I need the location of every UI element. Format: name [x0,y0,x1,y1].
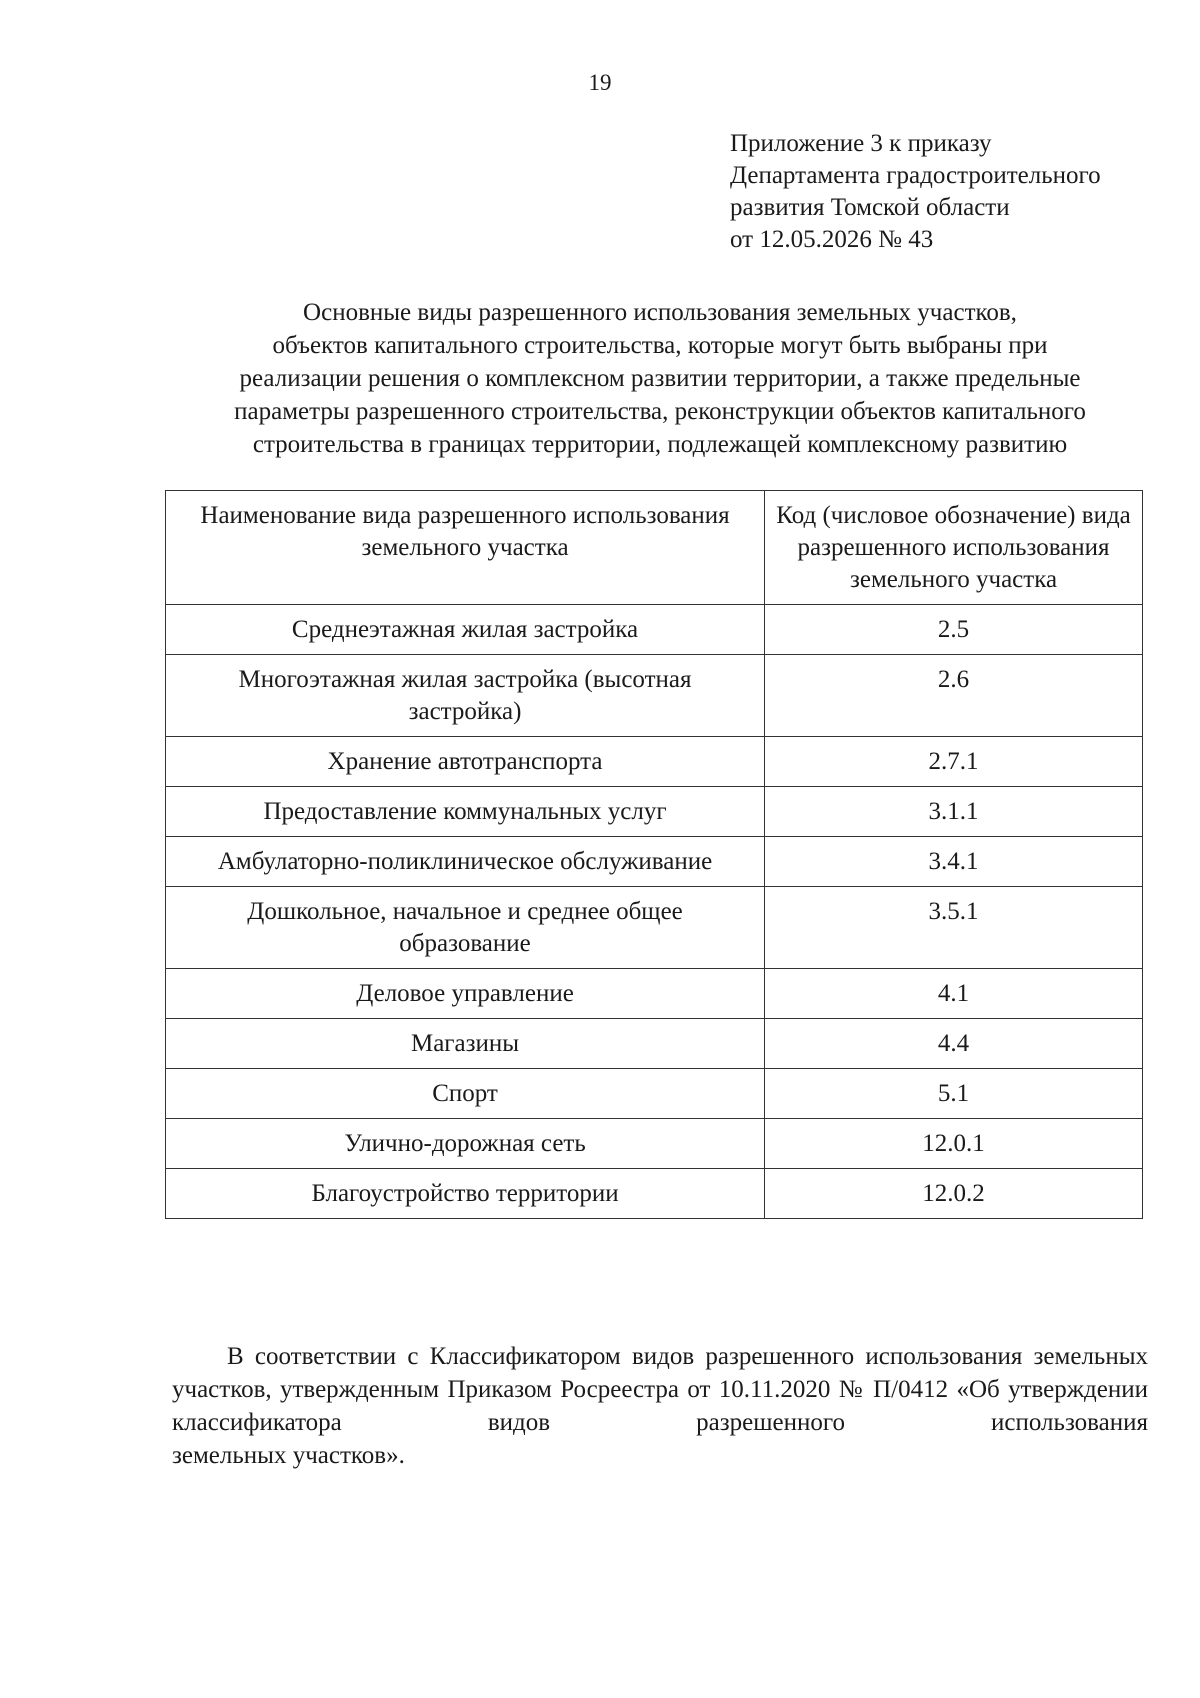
footnote-text: В соответствии с Классификатором видов разрешенного использования земельных участков, утвержденным Приказом Росреестра от 10.11.2020 № П/0412 «Об утверждении классификатора видов разрешенного использования [172,1343,1148,1436]
row-code: 2.5 [765,605,1143,655]
row-name: Спорт [166,1069,765,1119]
title-line: строительства в границах территории, подлежащей комплексному развитию [252,431,1068,458]
appendix-block [730,128,1101,256]
row-name: Многоэтажная жилая застройка (высотная застройка) [166,655,765,737]
document-title [170,296,1150,461]
table-row [166,1119,1143,1169]
row-name: Улично-дорожная сеть [166,1119,765,1169]
title-line: реализации решения о комплексном развитии территории, а также предельные [239,365,1081,392]
row-name: Магазины [166,1019,765,1069]
row-name: Предоставление коммунальных услуг [166,787,765,837]
appendix-line: Приложение 3 к приказу [730,130,992,157]
table-header-row [166,491,1143,605]
table-row [166,605,1143,655]
appendix-line: от 12.05.2026 № 43 [730,226,934,253]
title-line: Основные виды разрешенного использования земельных участков, [303,299,1017,326]
row-code: 5.1 [765,1069,1143,1119]
title-line: параметры разрешенного строительства, реконструкции объектов капитального [234,398,1086,425]
land-use-table [165,490,1143,1219]
row-name: Среднеэтажная жилая застройка [166,605,765,655]
table-row [166,887,1143,969]
title-line: объектов капитального строительства, которые могут быть выбраны при [272,332,1048,359]
appendix-line: Департамента градостроительного [730,162,1101,189]
table-row [166,655,1143,737]
row-name: Амбулаторно-поликлиническое обслуживание [166,837,765,887]
table-row [166,787,1143,837]
row-code: 12.0.1 [765,1119,1143,1169]
table-row [166,969,1143,1019]
row-code: 12.0.2 [765,1169,1143,1219]
row-code: 2.6 [765,655,1143,737]
row-code: 3.1.1 [765,787,1143,837]
footnote [172,1340,1148,1472]
row-name: Благоустройство территории [166,1169,765,1219]
header-name: Наименование вида разрешенного использования земельного участка [166,491,765,605]
table-row [166,1069,1143,1119]
table-row [166,837,1143,887]
row-name: Хранение автотранспорта [166,737,765,787]
row-name: Дошкольное, начальное и среднее общее образование [166,887,765,969]
page-number: 19 [588,70,612,95]
table-row [166,1169,1143,1219]
header-code: Код (числовое обозначение) вида разрешенного использования земельного участка [765,491,1143,605]
appendix-line: развития Томской области [730,194,1010,221]
row-code: 4.1 [765,969,1143,1019]
row-code: 2.7.1 [765,737,1143,787]
row-code: 3.5.1 [765,887,1143,969]
table-row [166,1019,1143,1069]
row-code: 4.4 [765,1019,1143,1069]
row-code: 3.4.1 [765,837,1143,887]
footnote-last-line: земельных участков». [172,1442,405,1469]
table-row [166,737,1143,787]
row-name: Деловое управление [166,969,765,1019]
